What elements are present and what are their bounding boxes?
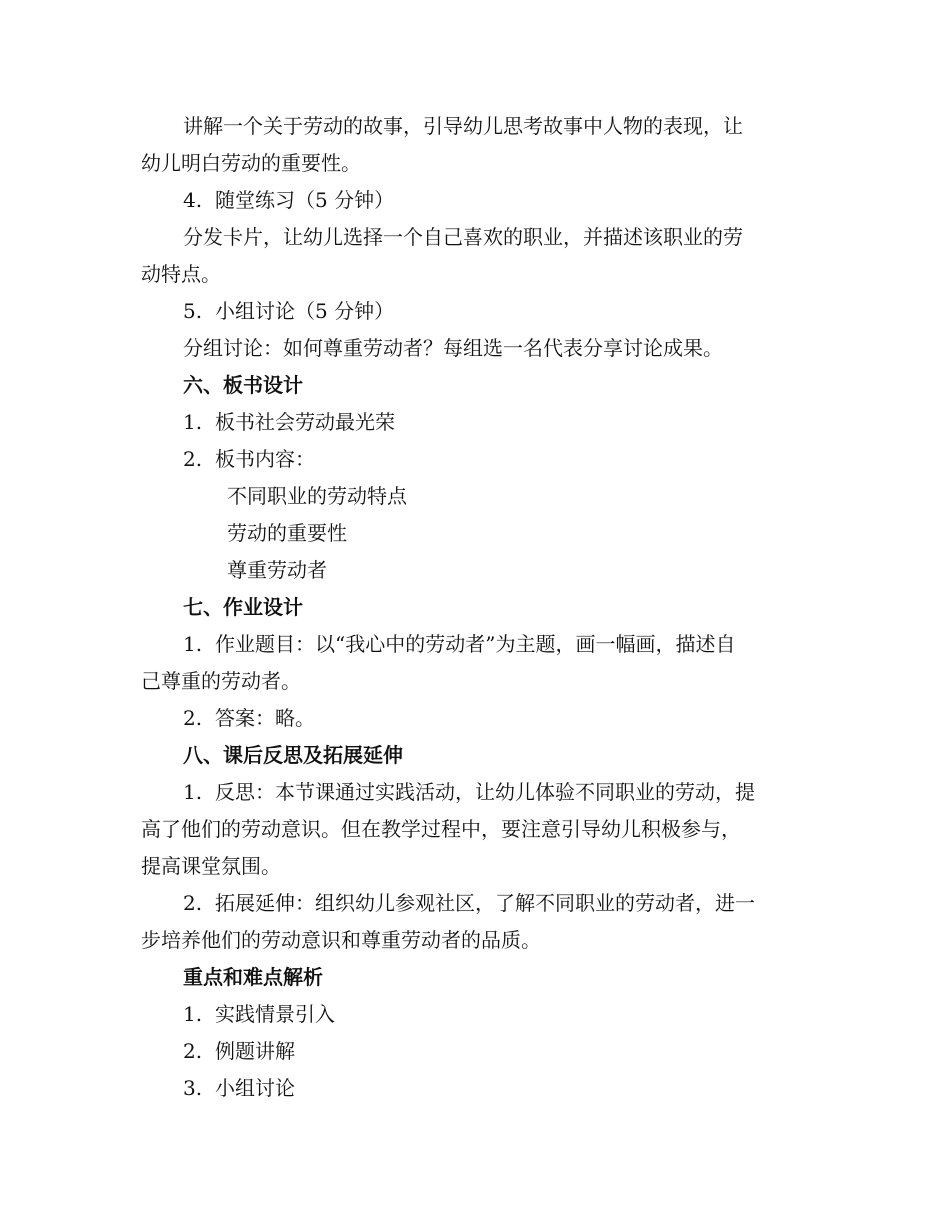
list-text: 反思：本节课通过实践活动，让幼儿体验不同职业的劳动，提 <box>215 780 755 804</box>
document-body <box>141 108 809 1107</box>
list-number: 1. <box>183 780 203 804</box>
section-heading-key-points: 重点和难点解析 <box>183 965 323 989</box>
list-item-group-discussion <box>141 293 809 330</box>
list-item-homework-1 <box>141 626 809 663</box>
list-number: 2. <box>183 1039 203 1063</box>
list-number: 2. <box>183 447 203 471</box>
board-content-item: 尊重劳动者 <box>227 558 327 582</box>
section-heading-homework: 七、作业设计 <box>183 595 303 619</box>
list-item-key-1 <box>141 996 809 1033</box>
list-item-key-3 <box>141 1070 809 1107</box>
list-item-board-1 <box>141 404 809 441</box>
list-item-reflection-2-continuation: 步培养他们的劳动意识和尊重劳动者的品质。 <box>141 928 541 952</box>
list-item-reflection-2 <box>141 885 809 922</box>
list-item-reflection-1 <box>141 774 809 811</box>
list-text: 小组讨论 <box>215 1076 295 1100</box>
list-text: 作业题目：以“我心中的劳动者”为主题，画一幅画，描述自 <box>215 632 736 656</box>
section-heading-board-design: 六、板书设计 <box>183 373 303 397</box>
list-text: 拓展延伸：组织幼儿参观社区，了解不同职业的劳动者，进一 <box>215 891 755 915</box>
paragraph-group: 分组讨论：如何尊重劳动者？每组选一名代表分享讨论成果。 <box>183 336 723 360</box>
list-number: 3. <box>183 1076 203 1100</box>
list-number: 1. <box>183 632 203 656</box>
list-item-key-2 <box>141 1033 809 1070</box>
paragraph-story-line-2: 幼儿明白劳动的重要性。 <box>141 151 361 175</box>
list-item-homework-1-continuation: 己尊重的劳动者。 <box>141 669 301 693</box>
list-item-homework-2 <box>141 700 809 737</box>
section-heading-reflection: 八、课后反思及拓展延伸 <box>183 743 403 767</box>
list-number: 5. <box>183 299 203 323</box>
list-number: 4. <box>183 188 203 212</box>
list-text: 小组讨论（5 分钟） <box>215 299 395 323</box>
list-item-reflection-1-continuation: 提高课堂氛围。 <box>141 854 281 878</box>
list-text: 答案：略。 <box>215 706 315 730</box>
list-text: 随堂练习（5 分钟） <box>215 188 395 212</box>
list-text: 板书社会劳动最光荣 <box>215 410 395 434</box>
list-text: 板书内容： <box>215 447 315 471</box>
paragraph-cards-line-1: 分发卡片，让幼儿选择一个自己喜欢的职业，并描述该职业的劳 <box>183 225 743 249</box>
list-number: 2. <box>183 706 203 730</box>
paragraph-cards-line-2: 动特点。 <box>141 262 221 286</box>
list-number: 2. <box>183 891 203 915</box>
list-text: 实践情景引入 <box>215 1002 335 1026</box>
paragraph-story-line-1: 讲解一个关于劳动的故事，引导幼儿思考故事中人物的表现，让 <box>183 114 743 138</box>
list-text: 例题讲解 <box>215 1039 295 1063</box>
list-item-reflection-1-continuation: 高了他们的劳动意识。但在教学过程中，要注意引导幼儿积极参与， <box>141 817 741 841</box>
list-item-practice <box>141 182 809 219</box>
list-item-board-2 <box>141 441 809 478</box>
list-number: 1. <box>183 1002 203 1026</box>
list-number: 1. <box>183 410 203 434</box>
board-content-item: 不同职业的劳动特点 <box>227 484 407 508</box>
board-content-item: 劳动的重要性 <box>227 521 347 545</box>
